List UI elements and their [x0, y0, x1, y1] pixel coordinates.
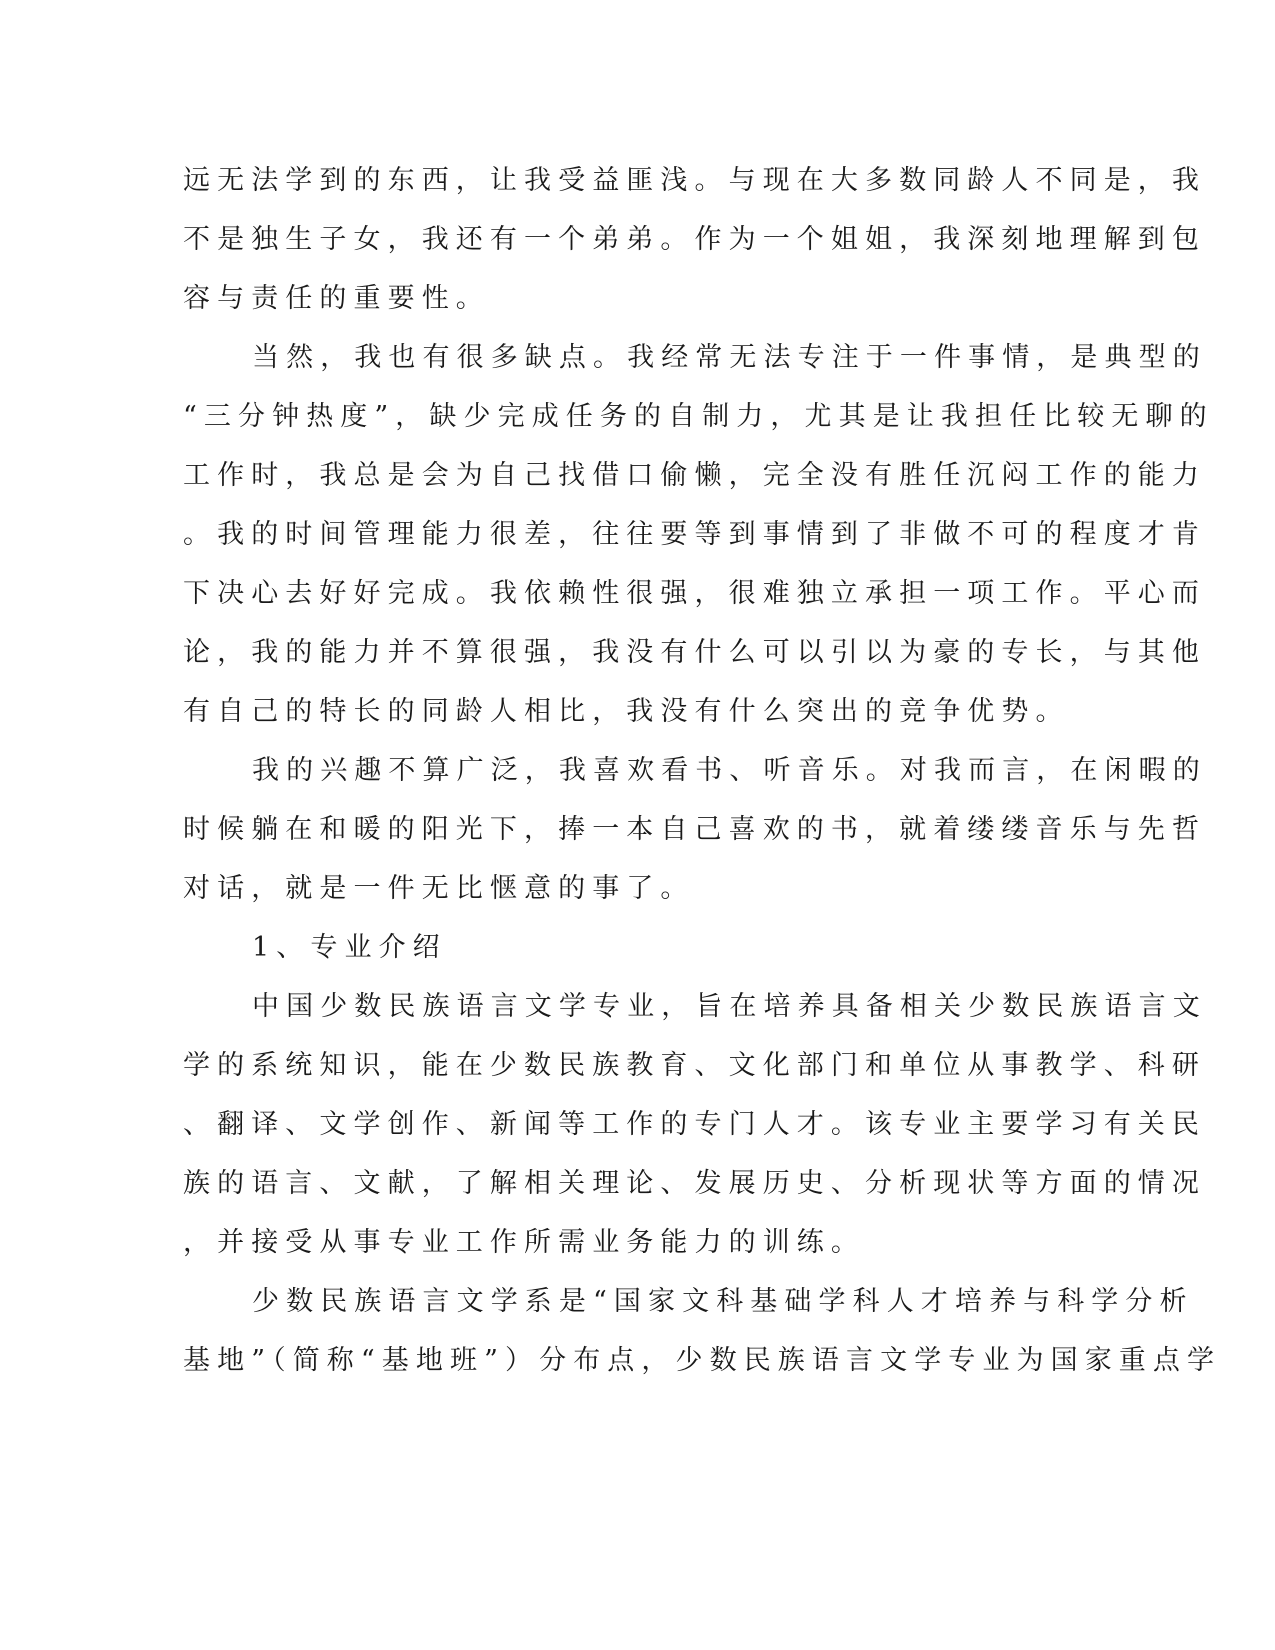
text-line: 下决心去好好完成。我依赖性很强，很难独立承担一项工作。平心而	[183, 578, 1206, 609]
text-line: 不是独生子女，我还有一个弟弟。作为一个姐姐，我深刻地理解到包	[183, 224, 1206, 255]
paragraph-first-line: 少数民族语言文学系是“国家文科基础学科人才培养与科学分析	[252, 1286, 1194, 1317]
text-line: 学的系统知识，能在少数民族教育、文化部门和单位从事教学、科研	[183, 1050, 1206, 1081]
text-line: 论，我的能力并不算很强，我没有什么可以引以为豪的专长，与其他	[183, 637, 1206, 668]
text-line: 对话，就是一件无比惬意的事了。	[183, 873, 695, 904]
paragraph-first-line: 我的兴趣不算广泛，我喜欢看书、听音乐。对我而言，在闲暇的	[252, 755, 1207, 786]
paragraph-first-line: 当然，我也有很多缺点。我经常无法专注于一件事情，是典型的	[252, 342, 1207, 373]
text-line: 容与责任的重要性。	[183, 283, 490, 314]
text-line: 。我的时间管理能力很差，往往要等到事情到了非做不可的程度才肯	[183, 519, 1206, 550]
text-line: “三分钟热度”，缺少完成任务的自制力，尤其是让我担任比较无聊的	[183, 401, 1214, 432]
text-line: 基地”（简称“基地班”）分布点，少数民族语言文学专业为国家重点学	[183, 1345, 1222, 1376]
paragraph-first-line: 中国少数民族语言文学专业，旨在培养具备相关少数民族语言文	[252, 991, 1207, 1022]
text-line: 时候躺在和暖的阳光下，捧一本自己喜欢的书，就着缕缕音乐与先哲	[183, 814, 1206, 845]
text-line: 、翻译、文学创作、新闻等工作的专门人才。该专业主要学习有关民	[183, 1109, 1206, 1140]
text-line: ，并接受从事专业工作所需业务能力的训练。	[183, 1227, 865, 1258]
text-line: 远无法学到的东西，让我受益匪浅。与现在大多数同龄人不同是，我	[183, 165, 1206, 196]
text-line: 族的语言、文献，了解相关理论、发展历史、分析现状等方面的情况	[183, 1168, 1206, 1199]
text-line: 有自己的特长的同龄人相比，我没有什么突出的竞争优势。	[183, 696, 1070, 727]
section-heading: 1、专业介绍	[252, 932, 447, 963]
text-line: 工作时，我总是会为自己找借口偷懒，完全没有胜任沉闷工作的能力	[183, 460, 1206, 491]
